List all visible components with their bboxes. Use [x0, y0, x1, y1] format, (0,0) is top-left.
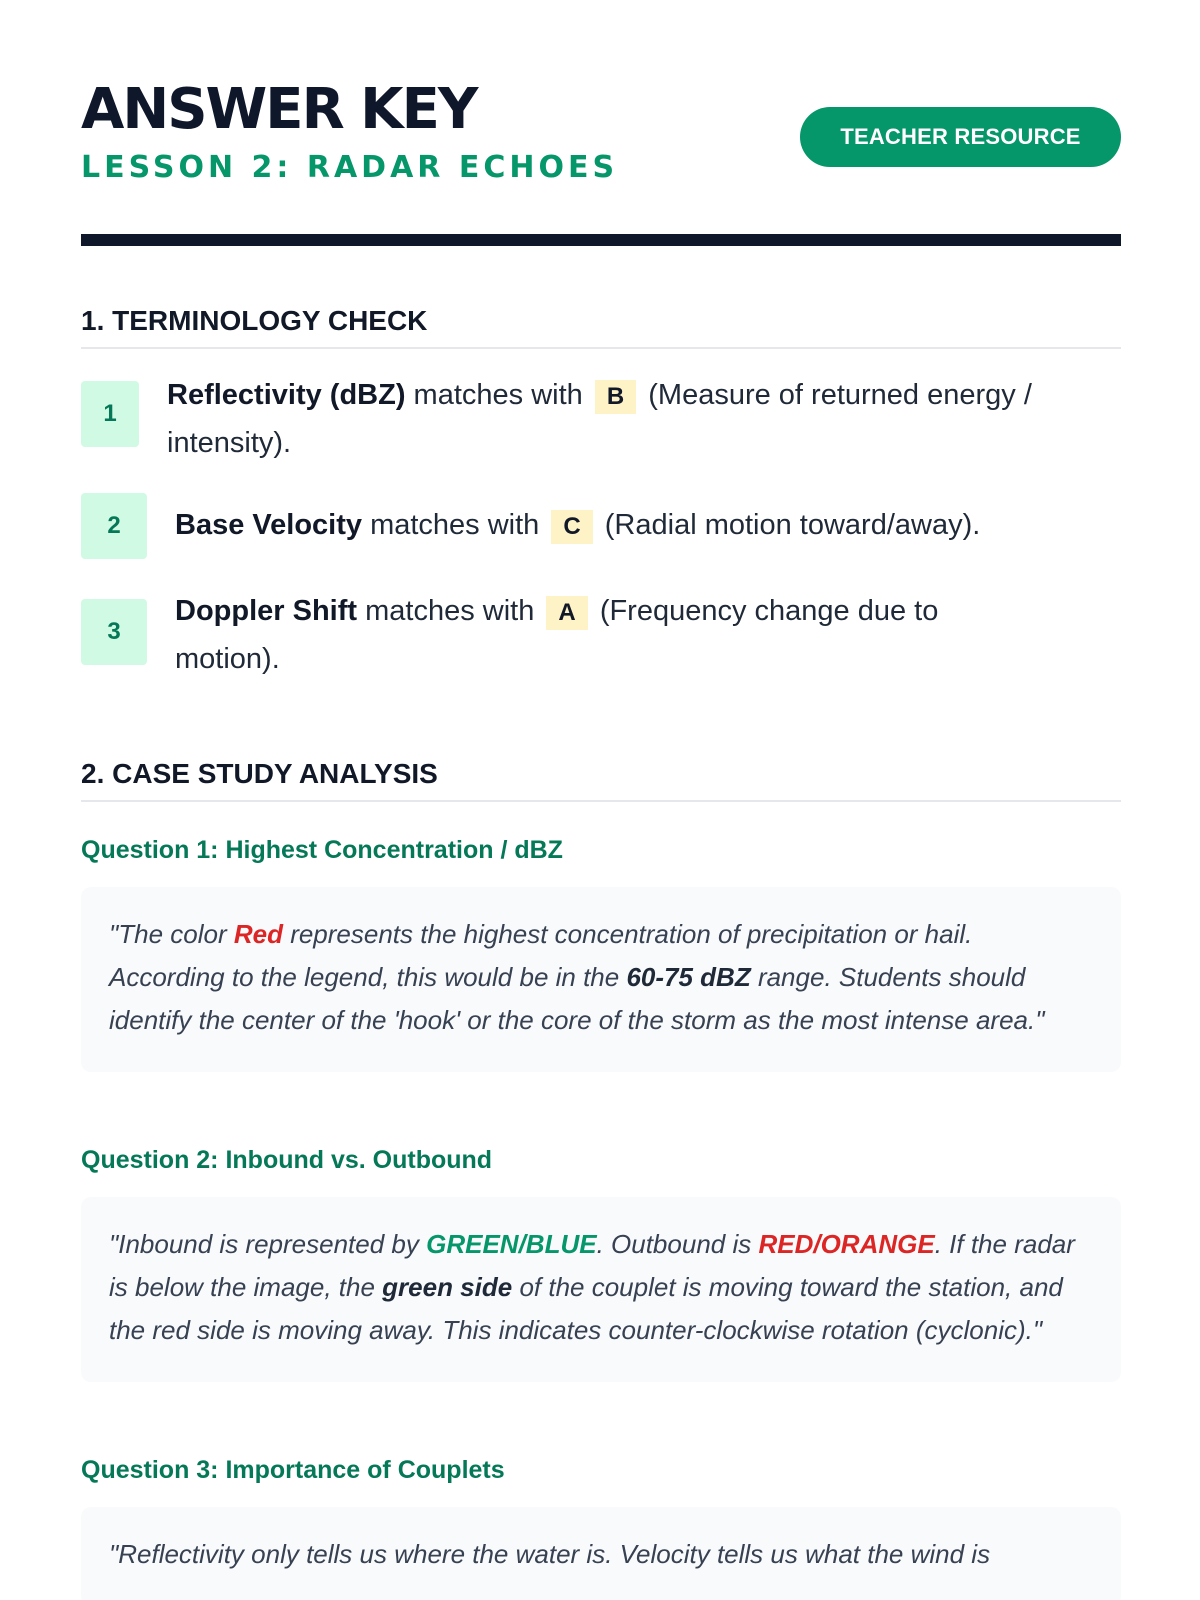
term-name: Doppler Shift — [175, 595, 358, 627]
term-number: 2 — [81, 493, 147, 559]
term-description: (Frequency change due to motion). — [175, 595, 939, 675]
answer-text: of the couplet is moving toward the station, and the red side is moving away. This indicates counter-clockwise rotation (cyclonic)." — [109, 1272, 1063, 1345]
highlight-red: RED/ORANGE — [758, 1229, 935, 1259]
question-1-answer — [81, 887, 1121, 1072]
terminology-section — [81, 305, 1121, 717]
header-divider — [81, 234, 1121, 246]
question-3-title: Question 3: Importance of Couplets — [81, 1456, 505, 1484]
term-connector: matches with — [370, 509, 540, 541]
highlight-red: Red — [233, 919, 283, 949]
answer-text: . Outbound is — [596, 1229, 759, 1259]
page-title: ANSWER KEY — [81, 77, 477, 142]
question-2-answer — [81, 1197, 1121, 1382]
lesson-subtitle: LESSON 2: RADAR ECHOES — [81, 150, 619, 185]
term-item-2 — [81, 497, 1121, 559]
answer-key-letter: C — [551, 510, 592, 544]
answer-text: . If the radar is below the image, the — [109, 1229, 1075, 1302]
answer-text: "Reflectivity only tells us where the water is. Velocity tells us what the wind is — [109, 1539, 991, 1569]
teacher-resource-badge: TEACHER RESOURCE — [800, 107, 1121, 167]
answer-text: range. Students should identify the center of the 'hook' or the core of the storm as the most intense area." — [109, 962, 1045, 1035]
term-text — [175, 497, 980, 549]
term-name: Base Velocity — [175, 509, 362, 541]
answer-text: "The color — [109, 919, 234, 949]
case-study-section — [81, 758, 1121, 1600]
term-connector: matches with — [413, 379, 583, 411]
term-number: 1 — [81, 381, 139, 447]
answer-text: represents the highest concentration of precipitation or hail. According to the legend, this would be in the — [109, 919, 973, 992]
answer-key-letter: A — [546, 596, 587, 630]
term-name: Reflectivity (dBZ) — [167, 379, 406, 411]
terminology-list — [81, 371, 1121, 683]
highlight-bold: green side — [382, 1272, 513, 1302]
term-item-3 — [81, 587, 1121, 683]
highlight-range: 60-75 dBZ — [626, 962, 751, 992]
case-study-heading: 2. CASE STUDY ANALYSIS — [81, 758, 1121, 802]
term-description: (Measure of returned energy / intensity). — [167, 379, 1032, 459]
page-header — [81, 0, 1121, 246]
term-number: 3 — [81, 599, 147, 665]
question-1-title: Question 1: Highest Concentration / dBZ — [81, 836, 563, 864]
term-description: (Radial motion toward/away). — [604, 509, 981, 541]
terminology-heading: 1. TERMINOLOGY CHECK — [81, 305, 1121, 349]
term-text — [175, 587, 1035, 683]
highlight-green: GREEN/BLUE — [426, 1229, 597, 1259]
term-text — [167, 371, 1121, 467]
term-connector: matches with — [365, 595, 535, 627]
answer-text: "Inbound is represented by — [109, 1229, 427, 1259]
answer-key-page — [81, 0, 1121, 1569]
answer-key-letter: B — [595, 380, 636, 414]
question-3-answer — [81, 1507, 1121, 1600]
term-item-1 — [81, 371, 1121, 467]
question-2-title: Question 2: Inbound vs. Outbound — [81, 1146, 493, 1174]
